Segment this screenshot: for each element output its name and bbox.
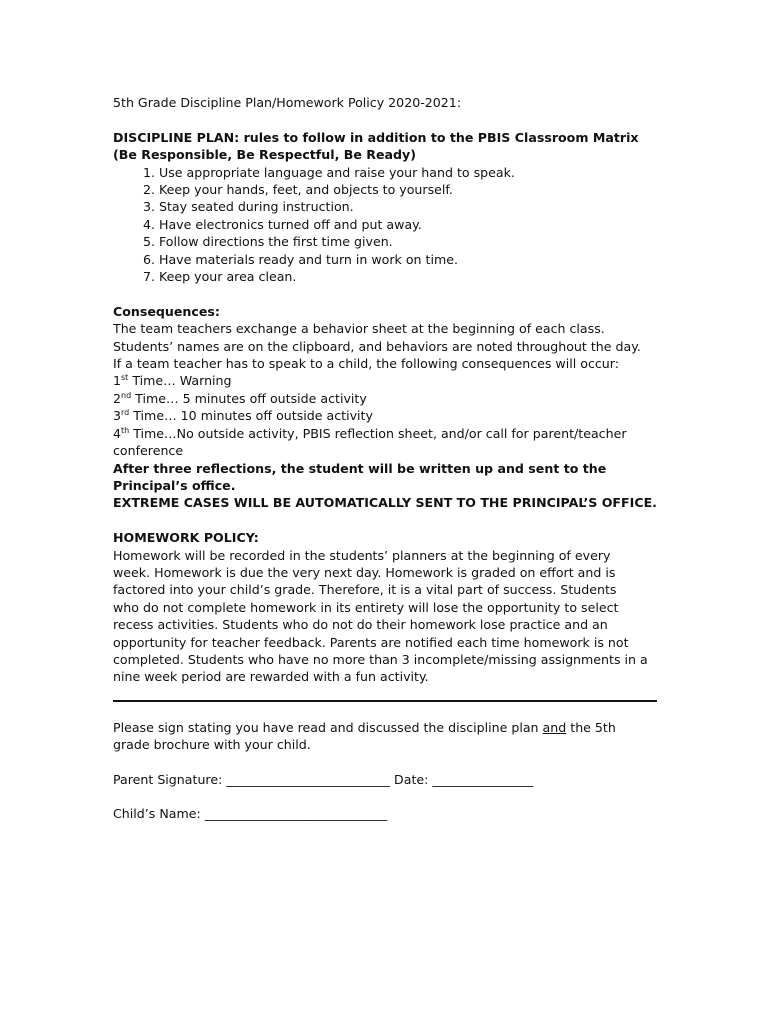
- signoff-line: grade brochure with your child.: [113, 737, 311, 753]
- rule-item: 6. Have materials ready and turn in work on time.: [159, 251, 661, 268]
- rules-list: [113, 164, 661, 286]
- homework-line: opportunity for teacher feedback. Parents are notified each time homework is not: [113, 634, 629, 650]
- discipline-section: [113, 129, 661, 286]
- childs-name-line[interactable]: Child’s Name: _____________________________: [113, 805, 388, 821]
- homework-line: week. Homework is due the very next day. Homework is graded on effort and is: [113, 564, 616, 580]
- divider-line: [113, 700, 657, 702]
- rule-item: 2. Keep your hands, feet, and objects to yourself.: [159, 181, 661, 198]
- step-ordinal: th: [121, 425, 130, 435]
- signoff-text: Please sign stating you have read and discussed the discipline plan: [113, 719, 543, 735]
- step-ordinal: st: [121, 373, 129, 383]
- consequences-heading: Consequences:: [113, 303, 220, 319]
- step-text: Time… 5 minutes off outside activity: [131, 390, 367, 406]
- parent-signature-line[interactable]: Parent Signature: __________________________ Date: ________________: [113, 771, 534, 787]
- extreme-cases-note: EXTREME CASES WILL BE AUTOMATICALLY SENT TO THE PRINCIPAL’S OFFICE.: [113, 495, 657, 511]
- rule-item: 5. Follow directions the first time given.: [159, 233, 661, 250]
- discipline-heading: DISCIPLINE PLAN: rules to follow in addition to the PBIS Classroom Matrix: [113, 129, 639, 145]
- reflections-note: After three reflections, the student will be written up and sent to the Principal’s office.: [113, 460, 607, 493]
- step-number: 2: [113, 390, 122, 406]
- rule-item: 3. Stay seated during instruction.: [159, 198, 661, 215]
- document-title: 5th Grade Discipline Plan/Homework Policy 2020-2021:: [113, 95, 462, 110]
- consequence-step: [113, 390, 661, 407]
- consequences-intro-line: If a team teacher has to speak to a child, the following consequences will occur:: [113, 356, 619, 372]
- step-text: Time… 10 minutes off outside activity: [129, 408, 373, 424]
- document-page: [113, 94, 661, 822]
- homework-line: factored into your child’s grade. Therefore, it is a vital part of success. Students: [113, 582, 617, 598]
- rule-item: 4. Have electronics turned off and put away.: [159, 216, 661, 233]
- consequence-step: [113, 372, 661, 389]
- step-ordinal: rd: [121, 408, 130, 418]
- rule-item: 1. Use appropriate language and raise your hand to speak.: [159, 164, 661, 181]
- step-number: 1: [113, 373, 122, 389]
- consequence-step: [113, 407, 661, 424]
- consequence-step: [113, 425, 661, 460]
- step-number: 3: [113, 408, 122, 424]
- consequences-intro-line: Students’ names are on the clipboard, and behaviors are noted throughout the day.: [113, 338, 641, 354]
- step-ordinal: nd: [121, 390, 132, 400]
- consequences-intro-line: The team teachers exchange a behavior sheet at the beginning of each class.: [113, 321, 605, 337]
- homework-line: Homework will be recorded in the students’ planners at the beginning of every: [113, 547, 611, 563]
- consequences-section: [113, 303, 661, 512]
- rule-item: 7. Keep your area clean.: [159, 268, 661, 285]
- homework-line: recess activities. Students who do not do their homework lose practice and an: [113, 617, 608, 633]
- homework-section: [113, 529, 661, 686]
- homework-heading: HOMEWORK POLICY:: [113, 530, 259, 546]
- signoff-instructions: [113, 719, 661, 754]
- signoff-and-underlined: and: [542, 719, 567, 735]
- signoff-line: [113, 719, 661, 736]
- discipline-subheading: (Be Responsible, Be Respectful, Be Ready): [113, 147, 416, 163]
- homework-line: completed. Students who have no more than 3 incomplete/missing assignments in a: [113, 651, 648, 667]
- step-number: 4: [113, 425, 122, 441]
- homework-line: who do not complete homework in its entirety will lose the opportunity to select: [113, 599, 619, 615]
- signoff-text: the 5th: [566, 719, 616, 735]
- step-text: Time…No outside activity, PBIS reflection sheet, and/or call for parent/teacher conference: [113, 425, 627, 459]
- step-text: Time… Warning: [128, 373, 232, 389]
- homework-line: nine week period are rewarded with a fun activity.: [113, 669, 429, 685]
